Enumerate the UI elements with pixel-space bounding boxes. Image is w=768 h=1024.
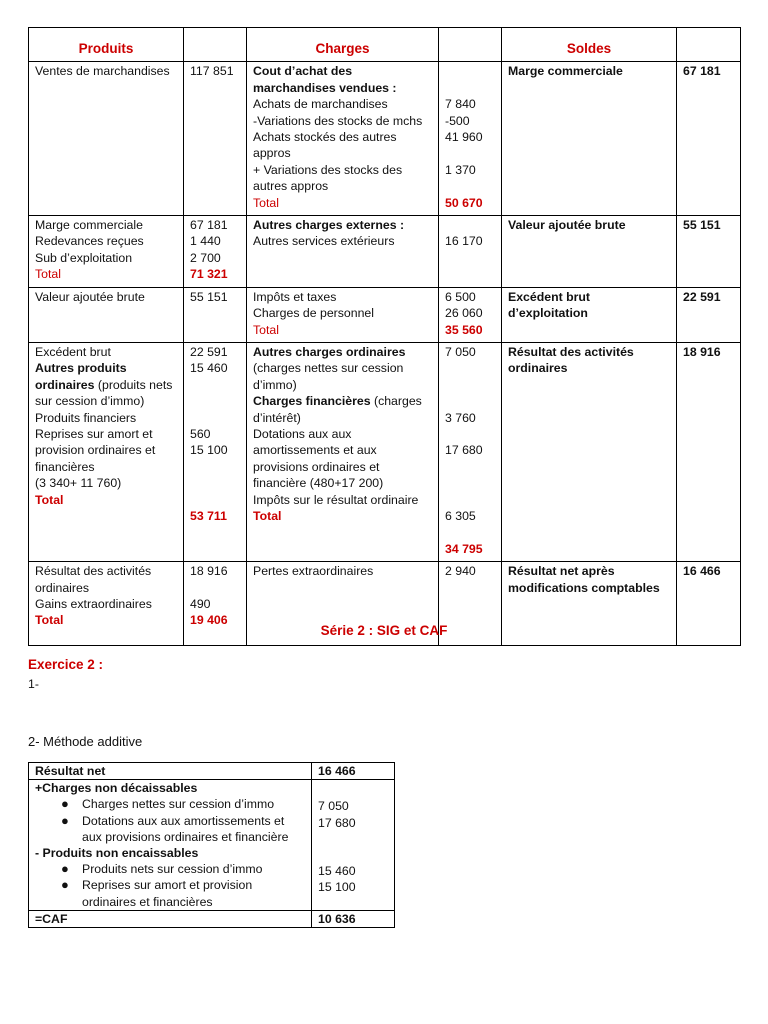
solde-value: 16 466 (683, 564, 721, 579)
sig-header-row (29, 28, 741, 62)
total-value: 34 795 (445, 541, 483, 556)
caf-label: =CAF (29, 910, 312, 927)
produits-value-cell (184, 62, 247, 216)
header-produits-value (184, 28, 247, 62)
solde-cell (502, 287, 677, 342)
produit-label: Autres produits ordinaires (produits nets sur cession d’immo) (35, 361, 173, 409)
question-2: 2- Méthode additive (28, 734, 143, 749)
produits-value-cell (184, 342, 247, 561)
plus-value: 7 050 (318, 799, 349, 814)
bullet-icon: ● (61, 877, 69, 893)
charge-value: 2 940 (445, 564, 476, 579)
sig-table (28, 27, 741, 646)
charge-label: Impôts sur le résultat ordinaire (253, 492, 419, 507)
list-item: ● Dotations aux aux amortissements et aux provisions ordinaires et financière (61, 812, 289, 844)
charges-value-cell (439, 216, 502, 288)
resultat-label: Résultat net (29, 763, 312, 780)
adjustments-labels (29, 780, 312, 911)
list-item: ● Produits nets sur cession d’immo (61, 861, 263, 877)
charge-label: Charges financières (charges d’intérêt) (253, 394, 422, 425)
solde-label: Valeur ajoutée brute (508, 218, 626, 233)
resultat-value: 16 466 (312, 763, 395, 780)
solde-value: 22 591 (683, 289, 721, 304)
question-1: 1- (28, 677, 39, 691)
charge-value: 7 050 (445, 344, 476, 359)
produit-label: Produits financiers (35, 410, 137, 425)
minus-value: 15 460 (318, 864, 356, 879)
charge-value: 26 060 (445, 306, 483, 321)
charges-cell (247, 342, 439, 561)
produit-value: 22 591 (190, 344, 228, 359)
header-soldes-value (677, 28, 741, 62)
produit-label: Ventes de marchandises (35, 64, 170, 79)
charge-label: Charges de personnel (253, 306, 374, 321)
serie-title: Série 2 : SIG et CAF (320, 623, 448, 638)
charge-label: Achats de marchandises (253, 97, 388, 112)
produit-value: 490 (190, 597, 211, 611)
solde-label: Excédent brut d’exploitation (508, 289, 590, 321)
caf-table (28, 762, 395, 928)
charges-title: Autres charges externes : (253, 218, 405, 233)
solde-label: Marge commerciale (508, 64, 623, 79)
charges-cell (247, 287, 439, 342)
total-value: 71 321 (190, 267, 228, 282)
charge-value: 3 760 (445, 410, 476, 425)
produit-value: 55 151 (190, 289, 228, 304)
total-label: Total (35, 613, 64, 628)
total-value: 19 406 (190, 613, 228, 628)
charge-label: Achats stockés des autres appros (253, 130, 397, 161)
produits-cell (29, 62, 184, 216)
sig-row-marge (29, 62, 741, 216)
solde-cell (502, 342, 677, 561)
minus-label: - Produits non encaissables (35, 846, 199, 861)
solde-value-cell (677, 287, 741, 342)
minus-value: 15 100 (318, 880, 356, 895)
bullet-icon: ● (61, 861, 69, 877)
charge-value: -500 (445, 113, 470, 128)
charges-value-cell (439, 62, 502, 216)
plus-value: 17 680 (318, 815, 356, 830)
charges-value-cell (439, 342, 502, 561)
caf-row-resultat (29, 763, 395, 780)
charges-value-cell (439, 287, 502, 342)
charge-value: 1 370 (445, 162, 476, 177)
charges-cell (247, 216, 439, 288)
produit-label: (3 340+ 11 760) (35, 476, 122, 491)
produits-cell (29, 342, 184, 561)
header-charges: Charges (247, 28, 439, 62)
produits-value-cell (184, 216, 247, 288)
produit-value: 15 100 (190, 443, 228, 458)
total-label: Total (35, 492, 64, 507)
charge-value: 17 680 (445, 443, 483, 458)
minus-list (35, 861, 305, 910)
plus-list (35, 796, 305, 845)
solde-value-cell (677, 216, 741, 288)
solde-cell (502, 62, 677, 216)
bullet-icon: ● (61, 812, 69, 828)
produit-label: Reprises sur amort et provision ordinaires et financières (35, 426, 156, 474)
produit-value: 15 460 (190, 361, 228, 376)
caf-row-adjustments (29, 780, 395, 911)
produits-cell (29, 287, 184, 342)
sig-row-rao (29, 342, 741, 561)
plus-label: +Charges non décaissables (35, 781, 198, 796)
header-charges-value (439, 28, 502, 62)
produit-value: 560 (190, 426, 211, 441)
solde-label: Résultat net après modifications comptables (508, 564, 660, 595)
total-label: Total (253, 322, 279, 337)
charge-label: Pertes extraordinaires (253, 564, 374, 579)
sig-row-vab (29, 216, 741, 288)
bullet-icon: ● (61, 796, 69, 812)
total-value: 50 670 (445, 195, 483, 210)
charge-value: 16 170 (445, 234, 483, 249)
list-item: ● Reprises sur amort et provision ordinaires et financières (61, 877, 253, 909)
total-value: 53 711 (190, 508, 227, 523)
adjustments-values (312, 780, 395, 911)
header-soldes: Soldes (502, 28, 677, 62)
solde-value: 55 151 (683, 218, 721, 233)
produit-label: Valeur ajoutée brute (35, 289, 145, 304)
charges-cell (247, 62, 439, 216)
charge-label: Autres services extérieurs (253, 234, 395, 249)
charge-value: 6 500 (445, 289, 476, 304)
produit-label: Redevances reçues (35, 234, 144, 249)
charge-label: Autres charges ordinaires (charges nettes sur cession d’immo) (253, 344, 406, 392)
produit-label: Résultat des activités ordinaires (35, 564, 152, 595)
produit-value: 18 916 (190, 564, 228, 579)
charge-value: 41 960 (445, 130, 483, 145)
solde-value: 67 181 (683, 64, 721, 79)
produits-value-cell (184, 287, 247, 342)
produit-label: Sub d’exploitation (35, 250, 133, 265)
produit-value: 1 440 (190, 234, 221, 249)
total-label: Total (253, 508, 282, 523)
charge-label: Dotations aux aux amortissements et aux provisions ordinaires et financière (480+17 200) (253, 426, 384, 491)
sig-row-ebe (29, 287, 741, 342)
charges-title: Cout d’achat des marchandises vendues : (253, 64, 397, 95)
charge-label: -Variations des stocks de mchs (253, 113, 423, 128)
produit-value: 67 181 (190, 218, 228, 233)
total-label: Total (253, 195, 279, 210)
produit-value: 2 700 (190, 250, 221, 265)
charge-value: 7 840 (445, 97, 476, 112)
produit-label: Marge commerciale (35, 218, 143, 233)
solde-value: 18 916 (683, 344, 721, 359)
solde-value-cell (677, 62, 741, 216)
charge-label: Impôts et taxes (253, 289, 337, 304)
produit-label: Gains extraordinaires (35, 597, 152, 611)
header-produits: Produits (29, 28, 184, 62)
exercice-title: Exercice 2 : (28, 657, 104, 672)
total-value: 35 560 (445, 322, 483, 337)
produit-value: 117 851 (190, 64, 234, 79)
solde-cell (502, 216, 677, 288)
caf-value: 10 636 (312, 910, 395, 927)
charge-value: 6 305 (445, 508, 476, 523)
list-item: ● Charges nettes sur cession d’immo (61, 796, 275, 812)
produit-label: Excédent brut (35, 344, 111, 359)
charge-label: + Variations des stocks des autres appros (253, 162, 403, 194)
produits-cell (29, 216, 184, 288)
solde-value-cell (677, 342, 741, 561)
caf-row-total (29, 910, 395, 927)
total-label: Total (35, 267, 61, 282)
solde-label: Résultat des activités ordinaires (508, 344, 634, 376)
